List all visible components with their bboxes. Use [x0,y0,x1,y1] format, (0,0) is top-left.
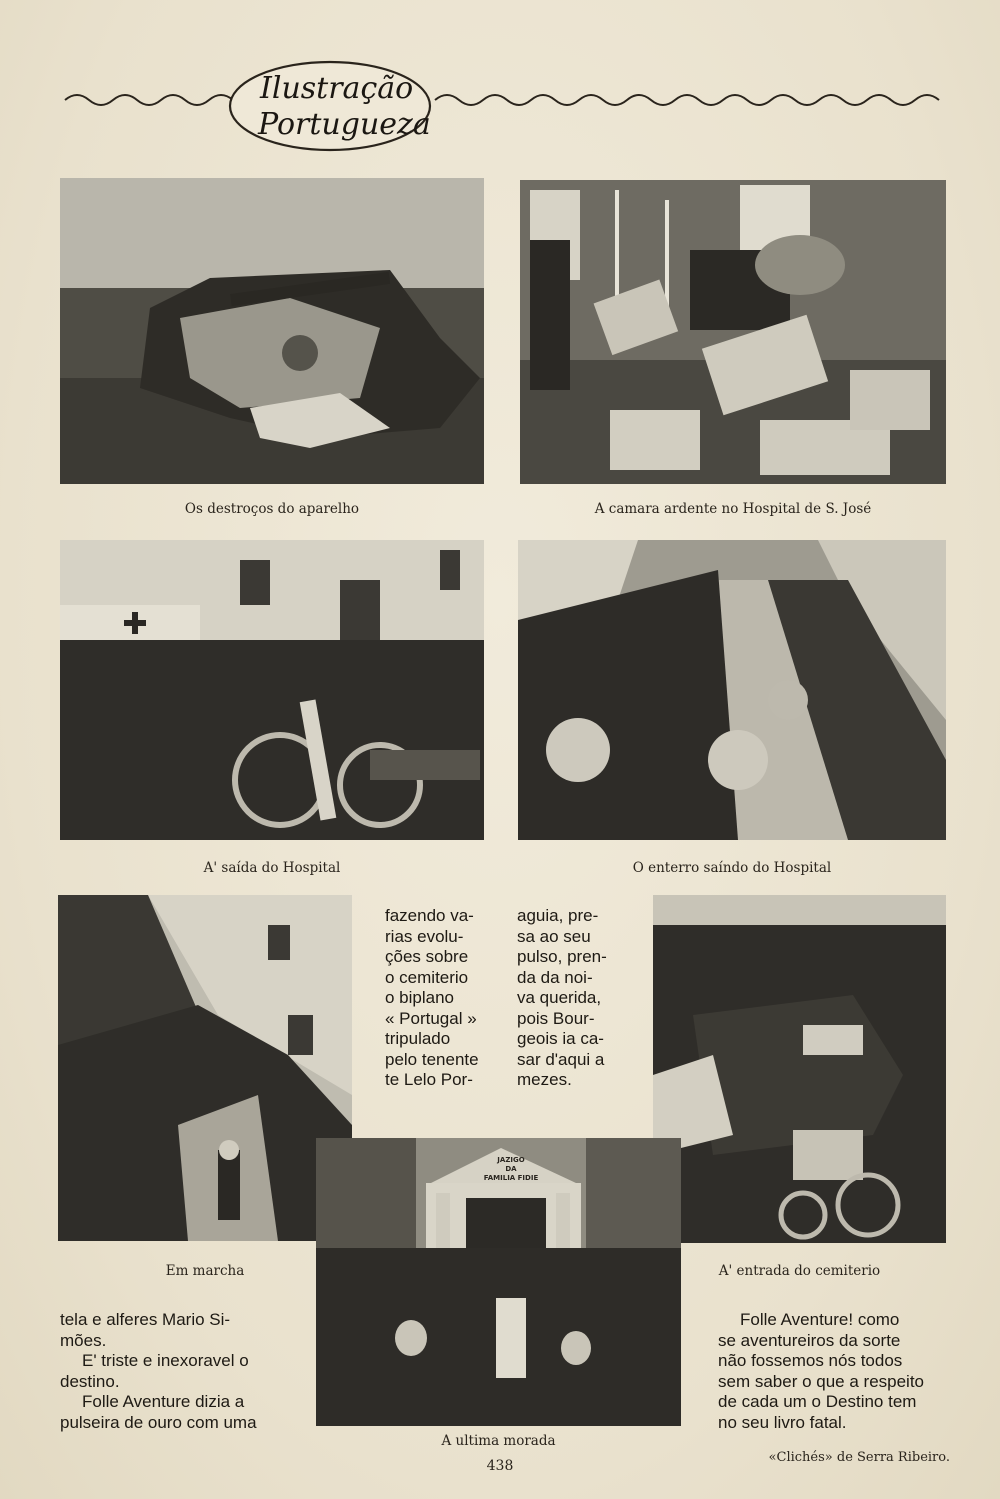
masthead-line1: Ilustração [260,71,414,106]
text-line: mezes. [517,1070,572,1089]
text-line: va querida, [517,988,602,1007]
caption-funeral-procession: O enterro saíndo do Hospital [632,860,832,876]
masthead-line2: Portugueza [258,107,431,142]
caption-hospital-exit: A' saída do Hospital [203,860,341,876]
caption-cemetery-entrance: A' entrada do cemiterio [718,1263,881,1279]
text-line: sa ao seu [517,926,591,946]
text-line: rias evolu- [385,926,464,946]
text-line: mões. [60,1330,107,1350]
caption-wreckage: Os destroços do aparelho [184,501,360,517]
photo-cemetery-entrance [653,895,946,1243]
text-line: sem saber o que a respeito [718,1371,925,1391]
text-line: da da noi- [517,967,593,987]
text-column-left [385,906,505,1091]
text-line: pulso, pren- [517,947,607,966]
text-line: E' triste e inexoravel o [82,1351,249,1370]
photo-march [58,895,352,1241]
text-line: não fossemos nós todos [718,1351,903,1370]
text-line: aguia, pre- [517,906,599,925]
text-line: « Portugal » [385,1008,477,1028]
text-line: destino. [60,1371,120,1391]
text-line: tela e alferes Mario Si- [60,1310,231,1329]
text-line: no seu livro fatal. [718,1412,847,1432]
text-line: pelo tenente [385,1049,479,1069]
text-line: ções sobre [385,947,469,966]
page-number: 438 [486,1458,514,1474]
photo-chapel [520,180,946,484]
masthead-logo [232,63,432,153]
text-line: sar d'aqui a [517,1049,605,1069]
caption-chapel: A camara ardente no Hospital de S. José [594,501,872,517]
text-line: Folle Aventure! como [740,1310,900,1329]
text-line: se aventureiros da sorte [718,1330,901,1350]
text-line: te Lelo Por- [385,1070,473,1089]
text-line: geois ia ca- [517,1029,604,1048]
text-bottom-left [60,1310,300,1433]
photo-funeral-procession [518,540,946,840]
photo-credit: «Clichés» de Serra Ribeiro. [768,1450,950,1465]
caption-march: Em marcha [165,1263,245,1279]
photo-wreckage [60,178,484,484]
text-line: Folle Aventure dizia a [82,1392,245,1411]
caption-tomb: A ultima morada [441,1433,556,1449]
text-line: de cada um o Destino tem [718,1392,917,1411]
text-line: tripulado [385,1029,451,1048]
header-ornament [60,60,950,160]
photo-tomb [316,1138,681,1426]
text-bottom-right [718,1310,950,1433]
text-line: o biplano [385,988,455,1007]
tomb-sign: JAZIGO DA FAMILIA FIDIE [483,1156,539,1182]
text-line: o cemiterio [385,967,469,987]
text-column-right [517,906,621,1091]
text-line: fazendo va- [385,906,474,925]
photo-hospital-exit [60,540,484,840]
text-line: pulseira de ouro com uma [60,1412,257,1432]
text-line: pois Bour- [517,1008,595,1028]
